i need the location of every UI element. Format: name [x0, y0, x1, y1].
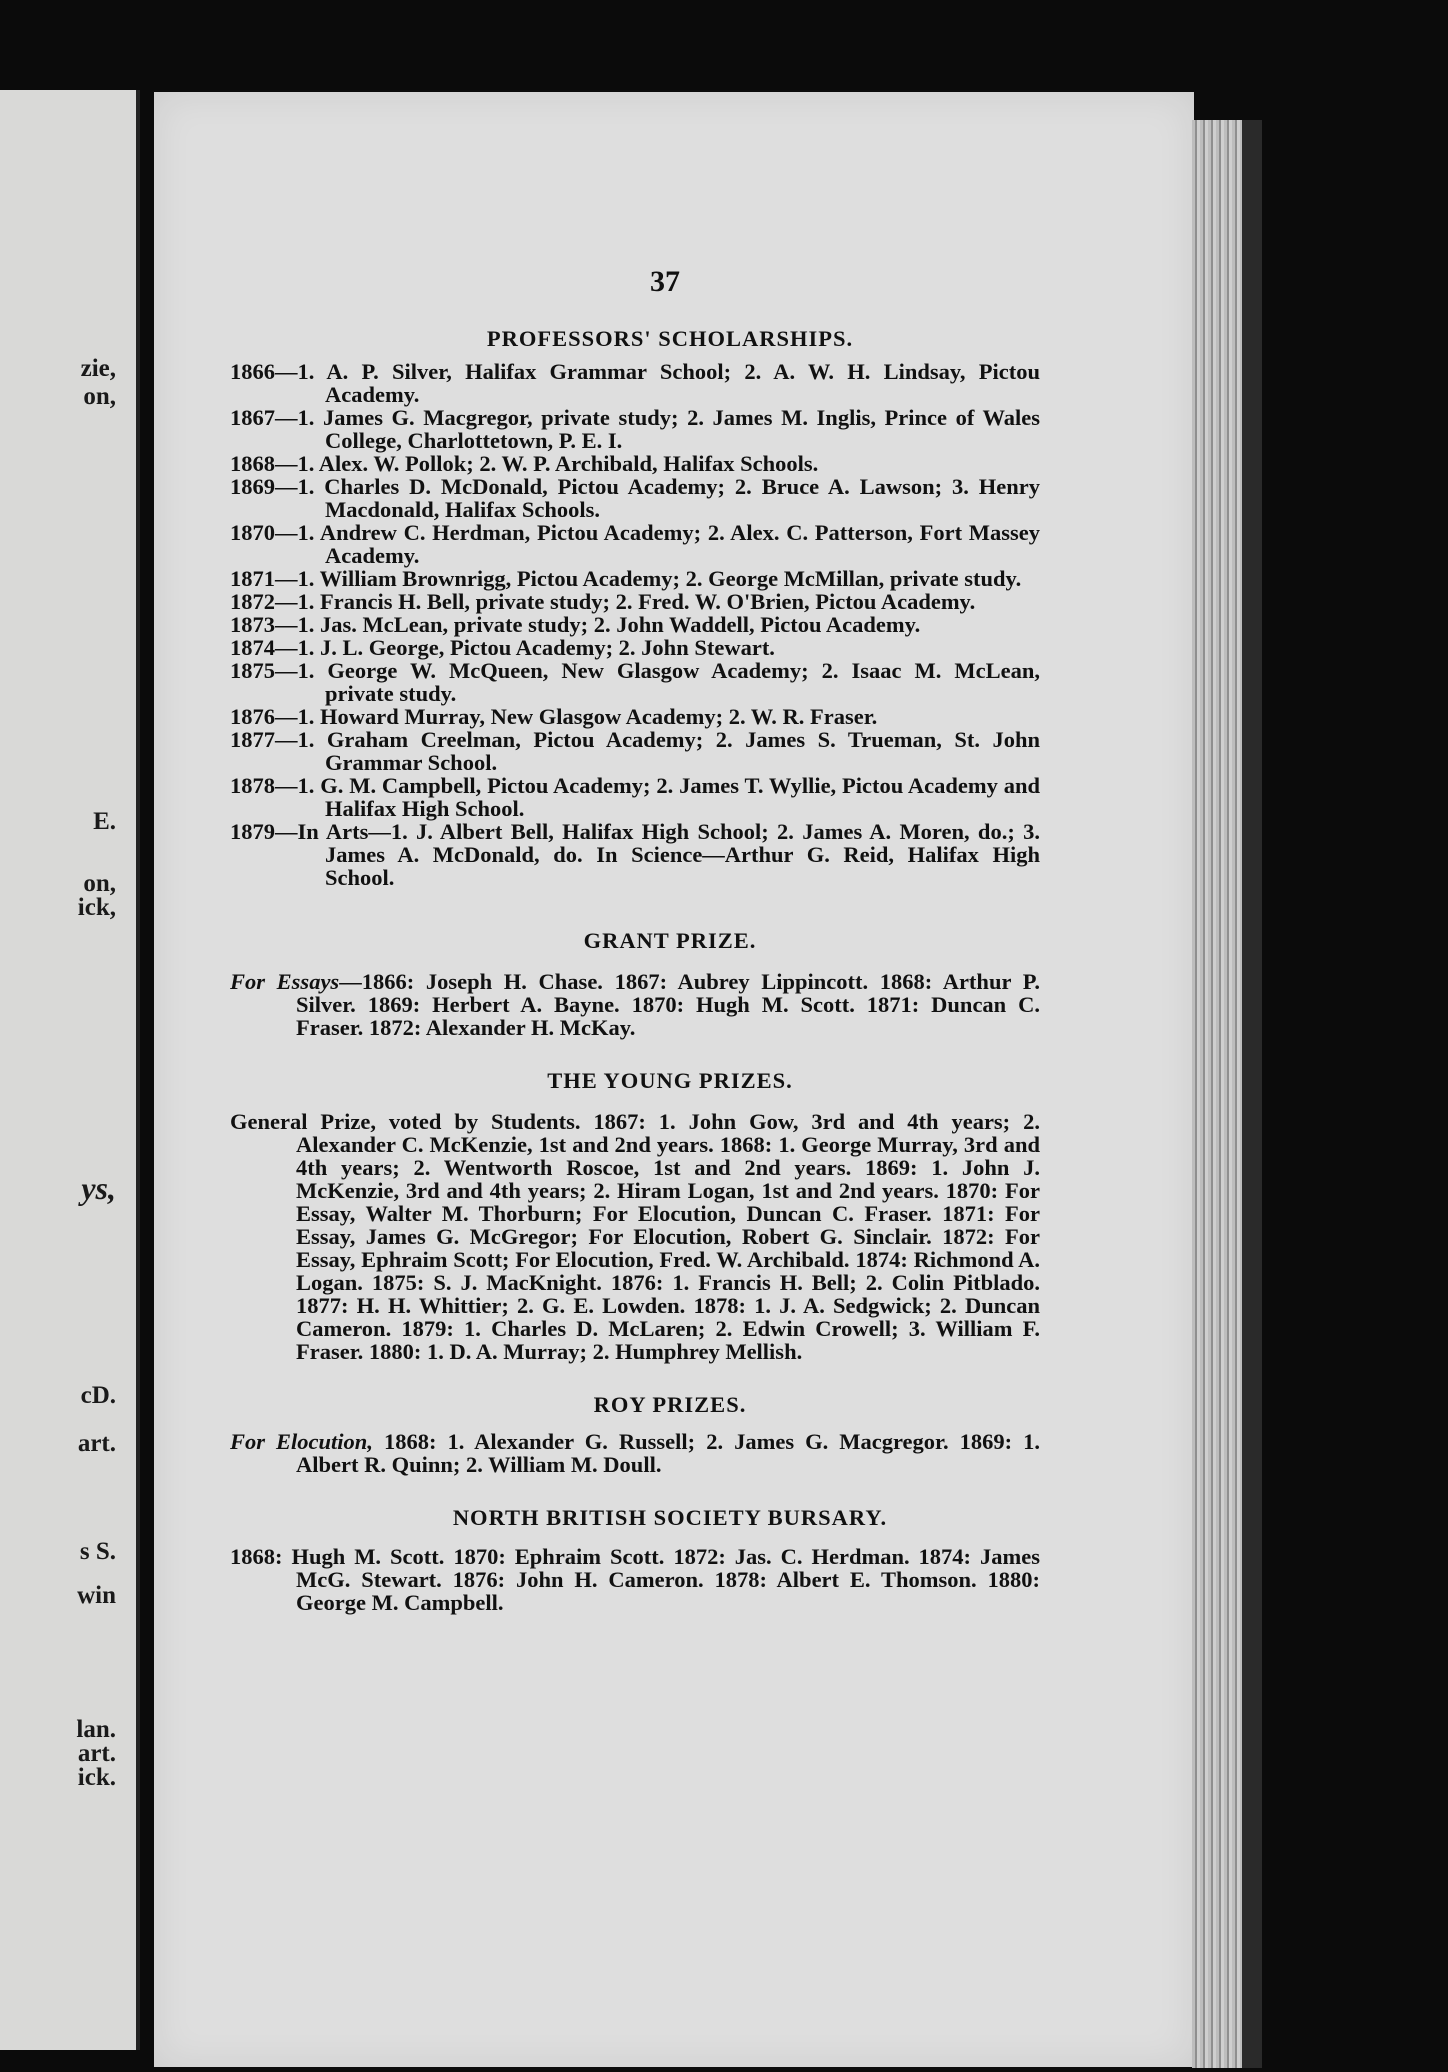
list-item: 1870—1. Andrew C. Herdman, Pictou Academy; 2. Alex. C. Patterson, Fort Massey Academy.	[230, 520, 1040, 568]
list-item: 1873—1. Jas. McLean, private study; 2. John Waddell, Pictou Academy.	[230, 612, 921, 637]
prev-page-fragment: s S.	[79, 1538, 116, 1565]
heading-grant-prize: GRANT PRIZE.	[583, 928, 757, 953]
list-item: 1871—1. William Brownrigg, Pictou Academy; 2. George McMillan, private study.	[230, 566, 1022, 591]
list-item: 1866—1. A. P. Silver, Halifax Grammar School; 2. A. W. H. Lindsay, Pictou Academy.	[230, 359, 1040, 407]
page-gutter-rule	[136, 90, 140, 2050]
page-content	[230, 265, 1041, 1615]
list-item: 1876—1. Howard Murray, New Glasgow Academy; 2. W. R. Fraser.	[230, 704, 878, 729]
young-prizes-text: General Prize, voted by Students. 1867: 1. John Gow, 3rd and 4th years; 2. Alexander C. McKenzie, 1st and 2nd years. 1868: 1. George Murray, 3rd and 4th years; 2. Wentworth Roscoe, 1st and 2nd years. 1869: 1. John J. McKenzie, 3rd and 4th years; 2. Hiram Logan, 1st and 2nd years. 1870: For Essay, Walter M. Thorburn; For Elocution, Duncan C. Fraser. 1871: For Essay, James G. McGregor; For Elocution, Robert G. Sinclair. 1872: For Essay, Ephraim Scott; For Elocution, Fred. W. Archibald. 1874: Richmond A. Logan. 1875: S. J. MacKnight. 1876: 1. Francis H. Bell; 2. Colin Pitblado. 1877: H. H. Whittier; 2. G. E. Lowden. 1878: 1. J. A. Sedgwick; 2. Duncan Cameron. 1879: 1. Charles D. McLaren; 2. Edwin Crowell; 3. William F. Fraser. 1880: 1. D. A. Murray; 2. Humphrey Mellish.	[230, 1109, 1040, 1364]
page-number: 37	[650, 265, 680, 298]
list-item: 1879—In Arts—1. J. Albert Bell, Halifax High School; 2. James A. Moren, do.; 3. James A. McDonald, do. In Science—Arthur G. Reid, Halifax High School.	[230, 819, 1040, 890]
page-edges	[1192, 120, 1262, 2068]
heading-professors-scholarships: PROFESSORS' SCHOLARSHIPS.	[486, 326, 854, 351]
previous-page-strip	[0, 90, 140, 2050]
list-item: 1867—1. James G. Macgregor, private study; 2. James M. Inglis, Prince of Wales College, Charlottetown, P. E. I.	[230, 405, 1040, 453]
heading-young-prizes: THE YOUNG PRIZES.	[547, 1068, 793, 1093]
prev-page-fragment: lan.	[76, 1716, 116, 1743]
list-item: 1875—1. George W. McQueen, New Glasgow Academy; 2. Isaac M. McLean, private study.	[230, 658, 1040, 706]
heading-roy-prizes: ROY PRIZES.	[593, 1392, 747, 1417]
prev-page-fragment: ick.	[77, 1764, 116, 1791]
list-item: 1878—1. G. M. Campbell, Pictou Academy; 2. James T. Wyllie, Pictou Academy and Halifax High School.	[230, 773, 1040, 821]
list-item: 1868—1. Alex. W. Pollok; 2. W. P. Archibald, Halifax Schools.	[230, 451, 819, 476]
prev-page-fragment: ick,	[77, 894, 116, 921]
list-item: 1877—1. Graham Creelman, Pictou Academy; 2. James S. Trueman, St. John Grammar School.	[230, 727, 1041, 775]
list-item: 1874—1. J. L. George, Pictou Academy; 2. John Stewart.	[230, 635, 775, 660]
prev-page-fragment: art.	[77, 1740, 116, 1767]
prev-page-fragment: E.	[93, 808, 116, 835]
north-british-text: 1868: Hugh M. Scott. 1870: Ephraim Scott. 1872: Jas. C. Herdman. 1874: James McG. Stewart. 1876: John H. Cameron. 1878: Albert E. Thomson. 1880: George M. Campbell.	[230, 1544, 1040, 1615]
prev-page-fragment: zie,	[80, 355, 116, 382]
roy-prizes-text: For Elocution, 1868: 1. Alexander G. Russell; 2. James G. Macgregor. 1869: 1. Albert R. Quinn; 2. William M. Doull.	[230, 1429, 1041, 1477]
prev-page-fragment: on,	[83, 383, 116, 410]
list-item: 1869—1. Charles D. McDonald, Pictou Academy; 2. Bruce A. Lawson; 3. Henry Macdonald, Halifax Schools.	[230, 474, 1040, 522]
professors-list	[230, 360, 1040, 889]
list-item: 1872—1. Francis H. Bell, private study; 2. Fred. W. O'Brien, Pictou Academy.	[230, 589, 976, 614]
prev-page-fragment: cD.	[80, 1382, 116, 1409]
prev-page-fragment: art.	[77, 1430, 116, 1457]
grant-prize-text: For Essays—1866: Joseph H. Chase. 1867: Aubrey Lippincott. 1868: Arthur P. Silver. 1869: Herbert A. Bayne. 1870: Hugh M. Scott. 1871: Duncan C. Fraser. 1872: Alexander H. McKay.	[230, 969, 1040, 1040]
prev-page-fragment: on,	[83, 870, 116, 897]
prev-page-fragment: ys,	[81, 1170, 116, 1206]
heading-north-british-bursary: NORTH BRITISH SOCIETY BURSARY.	[452, 1505, 888, 1530]
prev-page-fragment: win	[77, 1582, 116, 1609]
